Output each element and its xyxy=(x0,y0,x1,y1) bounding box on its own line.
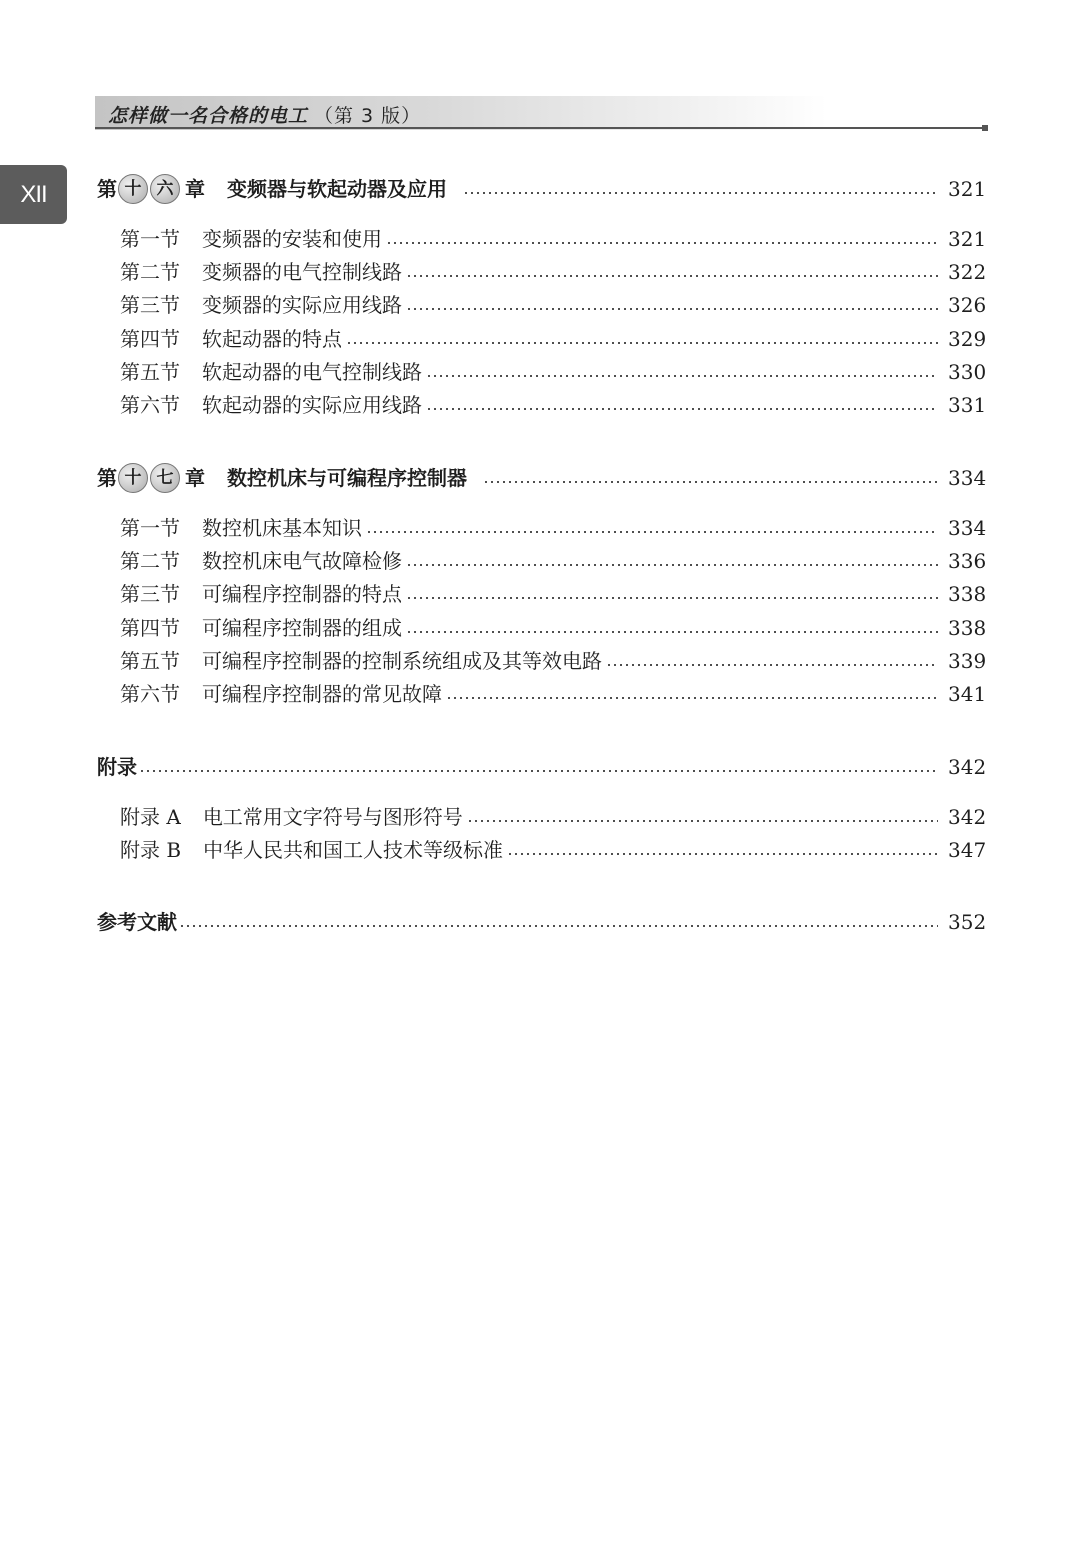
section-title: 变频器的安装和使用 xyxy=(202,227,382,251)
section-title: 变频器的电气控制线路 xyxy=(202,260,402,284)
page-ref: 338 xyxy=(948,582,987,606)
toc-section[interactable] xyxy=(0,322,1080,356)
toc-appendix-item[interactable] xyxy=(0,833,1080,867)
toc-section[interactable] xyxy=(0,222,1080,256)
dot-leader xyxy=(446,695,938,701)
section-label: 第一节 xyxy=(120,227,180,251)
page-ref: 322 xyxy=(948,260,987,284)
dot-leader xyxy=(426,373,938,379)
chapter-suffix: 章 xyxy=(185,177,205,201)
section-title: 可编程序控制器的组成 xyxy=(202,616,402,640)
dot-leader xyxy=(406,595,938,601)
appendix-label: 附录 B xyxy=(120,838,182,862)
section-title: 可编程序控制器的常见故障 xyxy=(202,682,442,706)
toc-appendix-item[interactable] xyxy=(0,800,1080,834)
section-label: 第六节 xyxy=(120,682,180,706)
page-ref: 342 xyxy=(948,755,987,779)
toc-section[interactable] xyxy=(0,288,1080,322)
appendix-item-title: 电工常用文字符号与图形符号 xyxy=(202,805,463,829)
toc-section[interactable] xyxy=(0,677,1080,711)
page-ref: 352 xyxy=(948,910,987,934)
chapter-number-circle: 十 xyxy=(118,463,148,493)
dot-leader xyxy=(463,190,938,196)
header-rule-end-mark xyxy=(982,125,988,131)
page-number-tab: XII xyxy=(0,165,67,224)
toc-section[interactable] xyxy=(0,644,1080,678)
chapter-prefix: 第 xyxy=(97,466,117,490)
chapter-number-circle: 六 xyxy=(150,174,180,204)
dot-leader xyxy=(179,923,938,929)
section-title: 数控机床基本知识 xyxy=(202,516,362,540)
dot-leader xyxy=(366,529,938,535)
section-label: 第四节 xyxy=(120,327,180,351)
page-ref: 339 xyxy=(948,649,987,673)
toc-section[interactable] xyxy=(0,511,1080,545)
section-label: 第四节 xyxy=(120,616,180,640)
toc-section[interactable] xyxy=(0,544,1080,578)
section-label: 第一节 xyxy=(120,516,180,540)
toc-section[interactable] xyxy=(0,355,1080,389)
toc-section[interactable] xyxy=(0,611,1080,645)
dot-leader xyxy=(406,306,938,312)
toc-section[interactable] xyxy=(0,255,1080,289)
section-label: 第三节 xyxy=(120,582,180,606)
page-ref: 336 xyxy=(948,549,987,573)
toc-chapter-17[interactable] xyxy=(0,461,1080,495)
section-label: 第二节 xyxy=(120,260,180,284)
page-ref: 338 xyxy=(948,616,987,640)
page-ref: 326 xyxy=(948,293,987,317)
book-edition: （第 3 版） xyxy=(314,105,422,127)
dot-leader xyxy=(606,662,938,668)
toc-chapter-16[interactable] xyxy=(0,172,1080,206)
dot-leader xyxy=(467,818,938,824)
toc-appendix[interactable] xyxy=(0,750,1080,784)
dot-leader xyxy=(139,768,938,774)
page-ref: 334 xyxy=(948,466,987,490)
appendix-label: 附录 A xyxy=(120,805,181,829)
section-title: 数控机床电气故障检修 xyxy=(202,549,402,573)
chapter-number-circle: 十 xyxy=(118,174,148,204)
section-title: 软起动器的特点 xyxy=(202,327,342,351)
chapter-heading xyxy=(0,172,447,206)
chapter-number-circle: 七 xyxy=(150,463,180,493)
chapter-title: 变频器与软起动器及应用 xyxy=(227,177,447,201)
dot-leader xyxy=(346,340,938,346)
dot-leader xyxy=(507,851,938,857)
section-title: 可编程序控制器的特点 xyxy=(202,582,402,606)
dot-leader xyxy=(406,273,938,279)
running-header-title xyxy=(108,101,421,128)
toc-section[interactable] xyxy=(0,388,1080,422)
toc-section[interactable] xyxy=(0,577,1080,611)
appendix-title: 附录 xyxy=(97,755,137,779)
page-ref: 321 xyxy=(948,177,987,201)
page-ref: 321 xyxy=(948,227,987,251)
section-label: 第五节 xyxy=(120,649,180,673)
chapter-title: 数控机床与可编程序控制器 xyxy=(227,466,467,490)
book-title: 怎样做一名合格的电工 xyxy=(108,105,309,127)
section-label: 第六节 xyxy=(120,393,180,417)
toc-references[interactable] xyxy=(0,905,1080,939)
dot-leader xyxy=(406,562,938,568)
section-title: 可编程序控制器的控制系统组成及其等效电路 xyxy=(202,649,602,673)
page-ref: 329 xyxy=(948,327,987,351)
section-title: 变频器的实际应用线路 xyxy=(202,293,402,317)
page-ref: 341 xyxy=(948,682,987,706)
dot-leader xyxy=(406,629,938,635)
chapter-heading xyxy=(0,461,467,495)
page-ref: 347 xyxy=(948,838,987,862)
dot-leader xyxy=(426,406,938,412)
section-label: 第三节 xyxy=(120,293,180,317)
section-title: 软起动器的实际应用线路 xyxy=(202,393,422,417)
references-title: 参考文献 xyxy=(97,910,177,934)
section-label: 第五节 xyxy=(120,360,180,384)
page-ref: 342 xyxy=(948,805,987,829)
appendix-item-title: 中华人民共和国工人技术等级标准 xyxy=(203,838,504,862)
page-ref: 330 xyxy=(948,360,987,384)
section-title: 软起动器的电气控制线路 xyxy=(202,360,422,384)
chapter-prefix: 第 xyxy=(97,177,117,201)
page-ref: 331 xyxy=(948,393,987,417)
dot-leader xyxy=(386,240,938,246)
dot-leader xyxy=(483,479,938,485)
section-label: 第二节 xyxy=(120,549,180,573)
chapter-suffix: 章 xyxy=(185,466,205,490)
page-ref: 334 xyxy=(948,516,987,540)
